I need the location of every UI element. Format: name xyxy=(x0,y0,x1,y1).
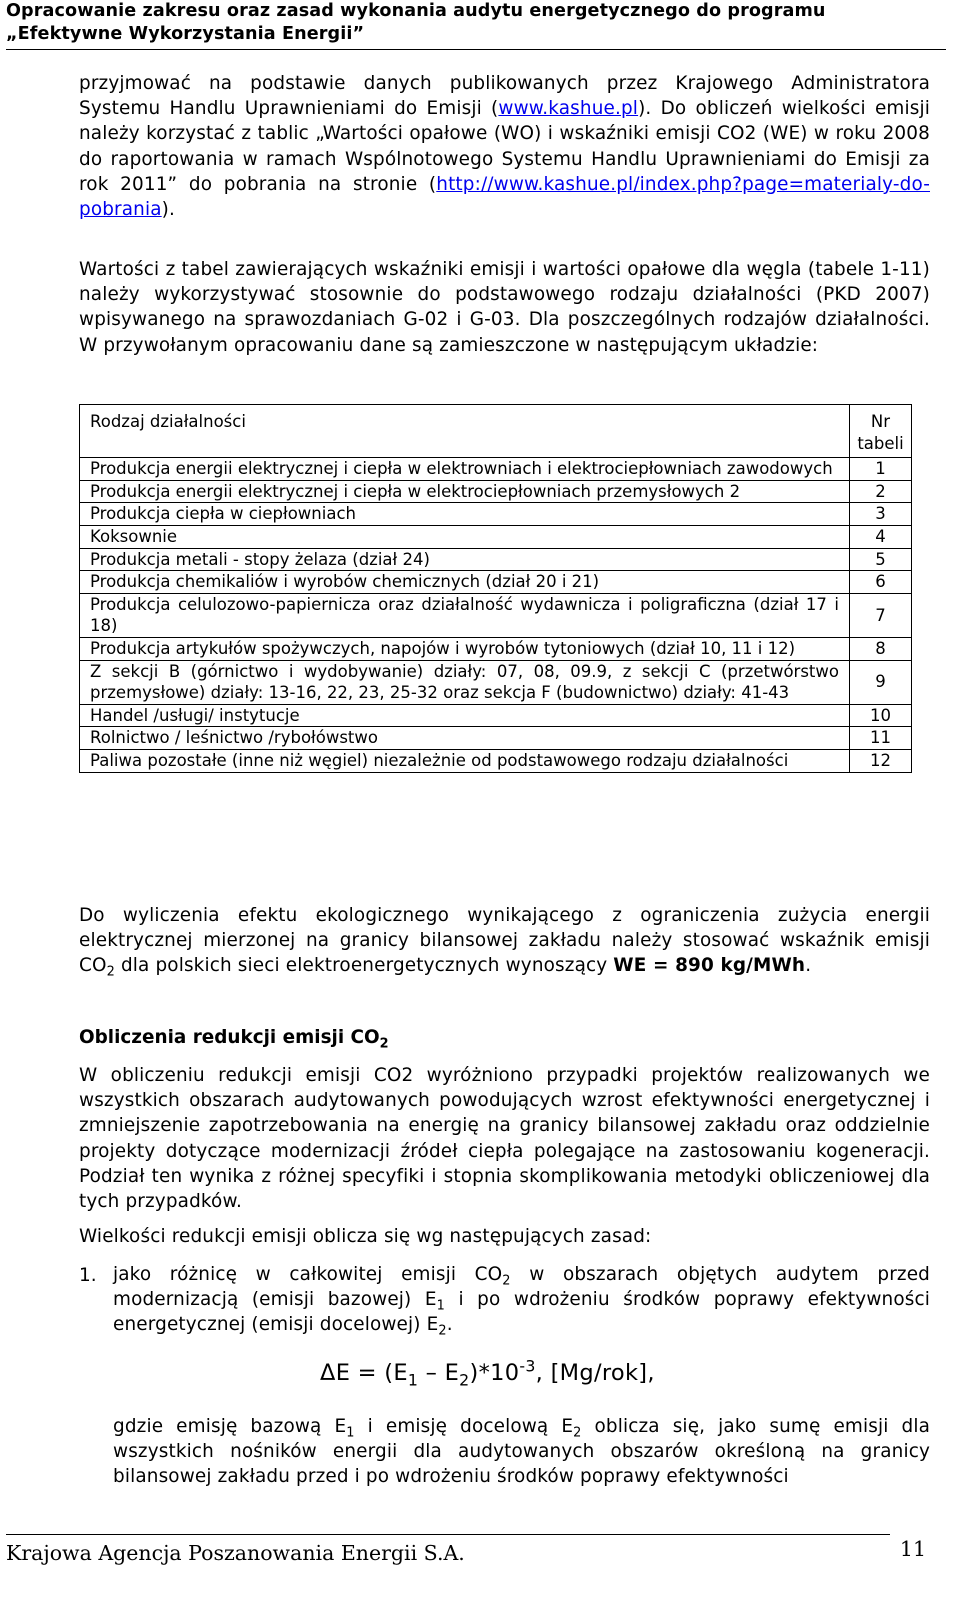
paragraph-base-emission: gdzie emisję bazową $E_1$ i emisję docelową $E_2$ oblicza się, jako sumę emisji dla wszystkich nośników energii dla audytowanych obszarów określoną na granicy bilansowej zakładu przed i po wdrożeniu środków poprawy efektywności xyxy=(113,1416,930,1488)
materialy-link[interactable]: http://www.kashue.pl/index.php?page=materialy-do-pobrania xyxy=(79,173,930,221)
table-number-cell: 2 xyxy=(850,480,912,503)
table-row xyxy=(80,548,912,571)
page-header xyxy=(6,0,946,46)
list-item-1: jako różnicę w całkowitej emisji $CO_2$ w obszarach objętych audytem przed modernizacją (emisji bazowej) $E_1$ i po wdrożeniu środków poprawy efektywności energetycznej (emisji docelowej) $E_2$. xyxy=(113,1264,930,1340)
table-row xyxy=(80,480,912,503)
footer-organization: Krajowa Agencja Poszanowania Energii S.A. xyxy=(6,1541,465,1565)
table-number-cell: 12 xyxy=(850,749,912,772)
table-number-cell: 9 xyxy=(850,660,912,704)
table-number-cell: 7 xyxy=(850,593,912,637)
column-header-nr: Nr tabeli xyxy=(850,405,912,458)
table-number-cell: 8 xyxy=(850,637,912,660)
list-number: 1. xyxy=(79,1265,97,1286)
activity-cell: Rolnictwo / leśnictwo /rybołówstwo xyxy=(80,727,850,750)
page-number: 11 xyxy=(899,1537,926,1561)
table-row xyxy=(80,749,912,772)
kashue-link[interactable]: www.kashue.pl xyxy=(498,98,639,120)
table-number-cell: 10 xyxy=(850,704,912,727)
table-number-cell: 1 xyxy=(850,458,912,481)
table-number-cell: 5 xyxy=(850,548,912,571)
paragraph-tables-usage: Wartości z tabel zawierających wskaźniki emisji i wartości opałowe dla węgla (tabele 1-11) należy wykorzystywać stosownie do podstawowego rodzaju działalności (PKD 2007) wpisywanego na sprawozdaniach G-02 i G-03. Dla poszczególnych rodzajów działalności. W przywołanym opracowaniu dane są zamieszczone w następującym układzie: xyxy=(79,259,930,356)
column-header-activity: Rodzaj działalności xyxy=(80,405,850,458)
table-row xyxy=(80,503,912,526)
activity-cell: Produkcja artykułów spożywczych, napojów i wyrobów tytoniowych (dział 10, 11 i 12) xyxy=(80,637,850,660)
activity-cell: Produkcja energii elektrycznej i ciepła w elektrociepłowniach przemysłowych 2 xyxy=(80,480,850,503)
table-row xyxy=(80,637,912,660)
activity-cell: Produkcja ciepła w ciepłowniach xyxy=(80,503,850,526)
activity-cell: Z sekcji B (górnictwo i wydobywanie) działy: 07, 08, 09.9, z sekcji C (przetwórstwo przemysłowe) działy: 13-16, 22, 23, 25-32 oraz sekcja F (budownictwo) działy: 41-43 xyxy=(80,660,850,704)
activity-cell: Produkcja metali - stopy żelaza (dział 24) xyxy=(80,548,850,571)
activity-cell: Koksownie xyxy=(80,525,850,548)
section-heading: Obliczenia redukcji emisji $CO_2$ xyxy=(79,1027,389,1052)
table-number-cell: 6 xyxy=(850,571,912,594)
table-row xyxy=(80,704,912,727)
table-row xyxy=(80,525,912,548)
footer-divider xyxy=(6,1534,890,1535)
table-row xyxy=(80,727,912,750)
activity-cell: Produkcja energii elektrycznej i ciepła w elektrowniach i elektrociepłowniach zawodowych xyxy=(80,458,850,481)
activity-cell: Handel /usługi/ instytucje xyxy=(80,704,850,727)
we-value: WE = 890 kg/MWh xyxy=(613,955,806,977)
activity-cell: Produkcja celulozowo-papiernicza oraz działalność wydawnicza i poligraficzna (dział 17 i 18) xyxy=(80,593,850,637)
table-row xyxy=(80,593,912,637)
paragraph-emission-factor: Do wyliczenia efektu ekologicznego wynikającego z ograniczenia zużycia energii elektrycznej mierzonej na granicy bilansowej zakładu należy stosować wskaźnik emisji $CO_2$ dla polskich sieci elektroenergetycznych wynoszący WE = 890 kg/MWh. xyxy=(79,905,930,981)
paragraph-rules-intro: Wielkości redukcji emisji oblicza się wg następujących zasad: xyxy=(79,1226,652,1247)
header-divider xyxy=(6,49,946,50)
table-row xyxy=(80,458,912,481)
paragraph-kashue: przyjmować na podstawie danych publikowanych przez Krajowego Administratora Systemu Handlu Uprawnieniami do Emisji (www.kashue.pl). Do obliczeń wielkości emisji należy korzystać z tablic „Wartości opałowe (WO) i wskaźniki emisji CO2 (WE) w roku 2008 do raportowania w ramach Wspólnotowego Systemu Handlu Uprawnieniami do Emisji za rok 2011” do pobrania na stronie (http://www.kashue.pl/index.php?page=materialy-do-pobrania). xyxy=(79,73,930,221)
table-row xyxy=(80,660,912,704)
table-number-cell: 11 xyxy=(850,727,912,750)
header-title-line2: „Efektywne Wykorzystania Energii” xyxy=(6,24,365,44)
emission-formula: $\Delta E = (E_1 - E_2)*10^{-3}$, [Mg/rok], xyxy=(320,1356,655,1390)
activity-table xyxy=(79,404,912,773)
header-title-line1: Opracowanie zakresu oraz zasad wykonania audytu energetycznego do programu xyxy=(6,1,826,21)
table-number-cell: 3 xyxy=(850,503,912,526)
table-header-row xyxy=(80,405,912,458)
table-number-cell: 4 xyxy=(850,525,912,548)
paragraph-reduction-intro: W obliczeniu redukcji emisji CO2 wyróżniono przypadki projektów realizowanych we wszystkich obszarach audytowanych powodujących wzrost efektywności energetycznej i zmniejszenie zapotrzebowania na energię na granicy bilansowej zakładu oraz oddzielnie projekty dotyczące modernizacji źródeł ciepła polegające na zastosowaniu kogeneracji. Podział ten wynika z różnej specyfiki i stopnia skomplikowania metodyki obliczeniowej dla tych przypadków. xyxy=(79,1065,930,1213)
activity-cell: Paliwa pozostałe (inne niż węgiel) niezależnie od podstawowego rodzaju działalności xyxy=(80,749,850,772)
activity-cell: Produkcja chemikaliów i wyrobów chemicznych (dział 20 i 21) xyxy=(80,571,850,594)
table-row xyxy=(80,571,912,594)
